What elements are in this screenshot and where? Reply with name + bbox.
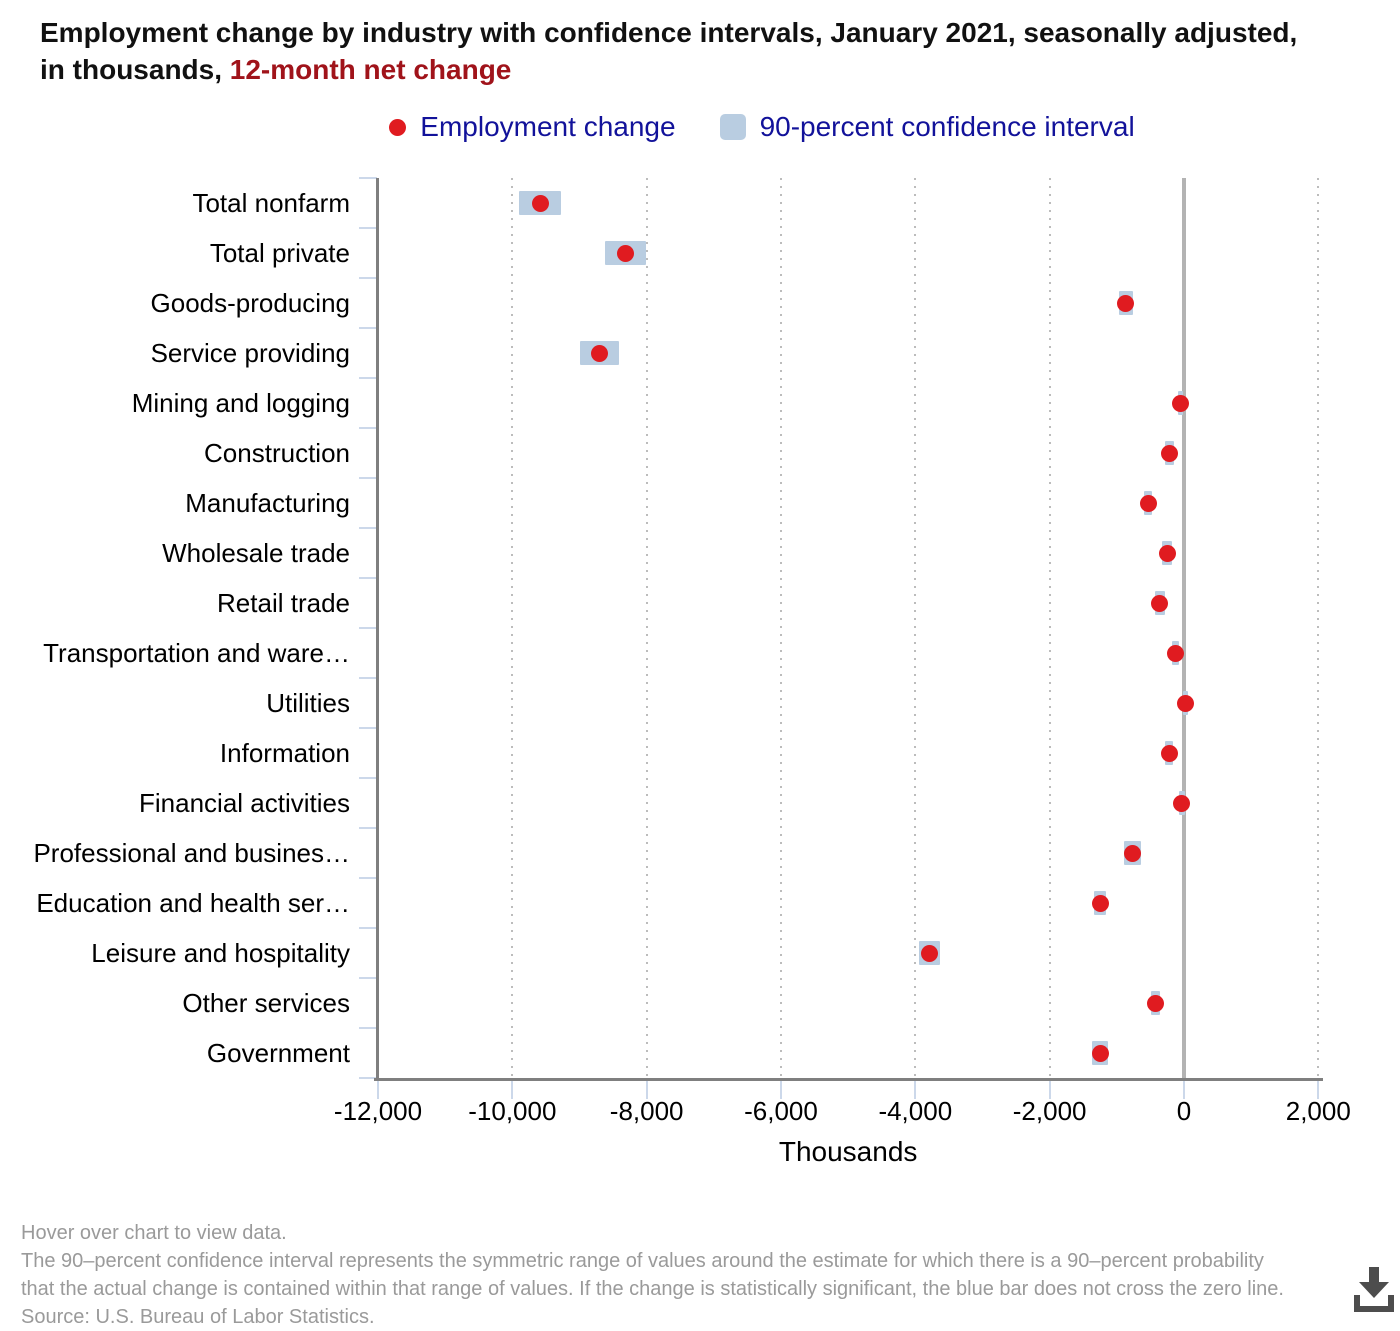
- category-label: Professional and busines…: [33, 838, 350, 868]
- chart-title-highlight: 12-month net change: [229, 54, 512, 85]
- employment-change-point[interactable]: [1124, 845, 1141, 862]
- employment-change-point[interactable]: [1092, 895, 1109, 912]
- employment-change-point[interactable]: [1161, 745, 1178, 762]
- employment-change-point[interactable]: [1151, 595, 1168, 612]
- y-axis-tick: [359, 1027, 377, 1029]
- employment-change-point[interactable]: [617, 245, 634, 262]
- category-label: Transportation and ware…: [43, 638, 350, 668]
- employment-change-point[interactable]: [1140, 495, 1157, 512]
- chart-title-line1: Employment change by industry with confidence intervals, January 2021, seasonally adjusted,: [40, 17, 1298, 48]
- category-label: Government: [206, 1038, 350, 1068]
- employment-change-point[interactable]: [1092, 1045, 1109, 1062]
- employment-change-point[interactable]: [1172, 395, 1189, 412]
- x-axis-tick-label: -6,000: [744, 1096, 818, 1126]
- y-axis-tick: [359, 927, 377, 929]
- y-axis-tick: [359, 627, 377, 629]
- download-button[interactable]: [1347, 1260, 1400, 1318]
- y-axis-tick: [359, 227, 377, 229]
- category-label: Wholesale trade: [162, 538, 350, 568]
- category-label: Manufacturing: [185, 488, 350, 518]
- gridline: [1049, 178, 1051, 1078]
- x-axis-tick-label: 0: [1176, 1096, 1192, 1126]
- category-label: Total nonfarm: [192, 188, 350, 218]
- category-label: Financial activities: [139, 788, 350, 818]
- zero-line: [1182, 178, 1186, 1078]
- confidence-note-line1: The 90–percent confidence interval represents the symmetric range of values around the estimate for which there is a 90–percent probability: [21, 1250, 1264, 1272]
- gridline: [646, 178, 648, 1078]
- y-axis-tick: [359, 727, 377, 729]
- x-axis-tick-label: -12,000: [333, 1096, 423, 1126]
- y-axis-tick: [359, 527, 377, 529]
- category-label: Service providing: [150, 338, 350, 368]
- y-axis-tick: [359, 327, 377, 329]
- hover-hint: Hover over chart to view data.: [21, 1222, 287, 1244]
- x-axis-tick-label: 2,000: [1285, 1096, 1351, 1126]
- category-label: Information: [219, 738, 350, 768]
- employment-change-point[interactable]: [1161, 445, 1178, 462]
- y-axis-tick: [359, 977, 377, 979]
- employment-change-point[interactable]: [591, 345, 608, 362]
- y-axis-tick: [359, 777, 377, 779]
- x-axis-tick-label: -2,000: [1012, 1096, 1087, 1126]
- footer: [21, 1219, 1284, 1331]
- category-label: Mining and logging: [131, 388, 350, 418]
- category-label: Education and health ser…: [36, 888, 350, 918]
- gridline: [914, 178, 916, 1078]
- gridline: [780, 178, 782, 1078]
- x-axis-tick-label: -10,000: [468, 1096, 557, 1126]
- y-axis-tick: [359, 677, 377, 679]
- y-axis-tick: [359, 427, 377, 429]
- employment-change-point[interactable]: [1159, 545, 1176, 562]
- employment-change-point[interactable]: [1173, 795, 1190, 812]
- y-axis-tick: [359, 827, 377, 829]
- y-axis-tick: [359, 477, 377, 479]
- employment-change-point[interactable]: [921, 945, 938, 962]
- y-axis-tick: [359, 877, 377, 879]
- category-label: Utilities: [266, 688, 350, 718]
- category-label: Leisure and hospitality: [91, 938, 350, 968]
- employment-change-point[interactable]: [1167, 645, 1184, 662]
- category-label: Other services: [182, 988, 350, 1018]
- legend-label-employment-change: Employment change: [420, 111, 676, 142]
- employment-change-point[interactable]: [1117, 295, 1134, 312]
- y-axis-tick: [359, 577, 377, 579]
- chart-title-line2: in thousands,: [40, 54, 230, 85]
- x-axis-line: [374, 1078, 1323, 1081]
- y-axis-tick: [359, 177, 377, 179]
- y-axis-tick: [359, 277, 377, 279]
- employment-change-point[interactable]: [1177, 695, 1194, 712]
- x-axis-tick-label: -4,000: [878, 1096, 953, 1126]
- gridline: [1317, 178, 1319, 1078]
- confidence-note-line2: that the actual change is contained within that range of values. If the change is statistically significant, the blue bar does not cross the zero line.: [21, 1278, 1284, 1300]
- category-label: Goods-producing: [150, 288, 350, 318]
- gridline: [511, 178, 513, 1078]
- x-axis-tick-label: -8,000: [609, 1096, 684, 1126]
- y-axis-tick: [359, 377, 377, 379]
- legend-label-confidence-interval: 90-percent confidence interval: [759, 111, 1135, 142]
- employment-change-point[interactable]: [532, 195, 549, 212]
- employment-change-point[interactable]: [1147, 995, 1164, 1012]
- category-label: Retail trade: [217, 588, 350, 618]
- category-label: Construction: [204, 438, 350, 468]
- source-credit: Source: U.S. Bureau of Labor Statistics.: [21, 1306, 375, 1328]
- x-axis-title: Thousands: [778, 1136, 918, 1167]
- category-label: Total private: [209, 238, 350, 268]
- y-axis-line: [376, 178, 379, 1078]
- download-icon: [1350, 1262, 1398, 1314]
